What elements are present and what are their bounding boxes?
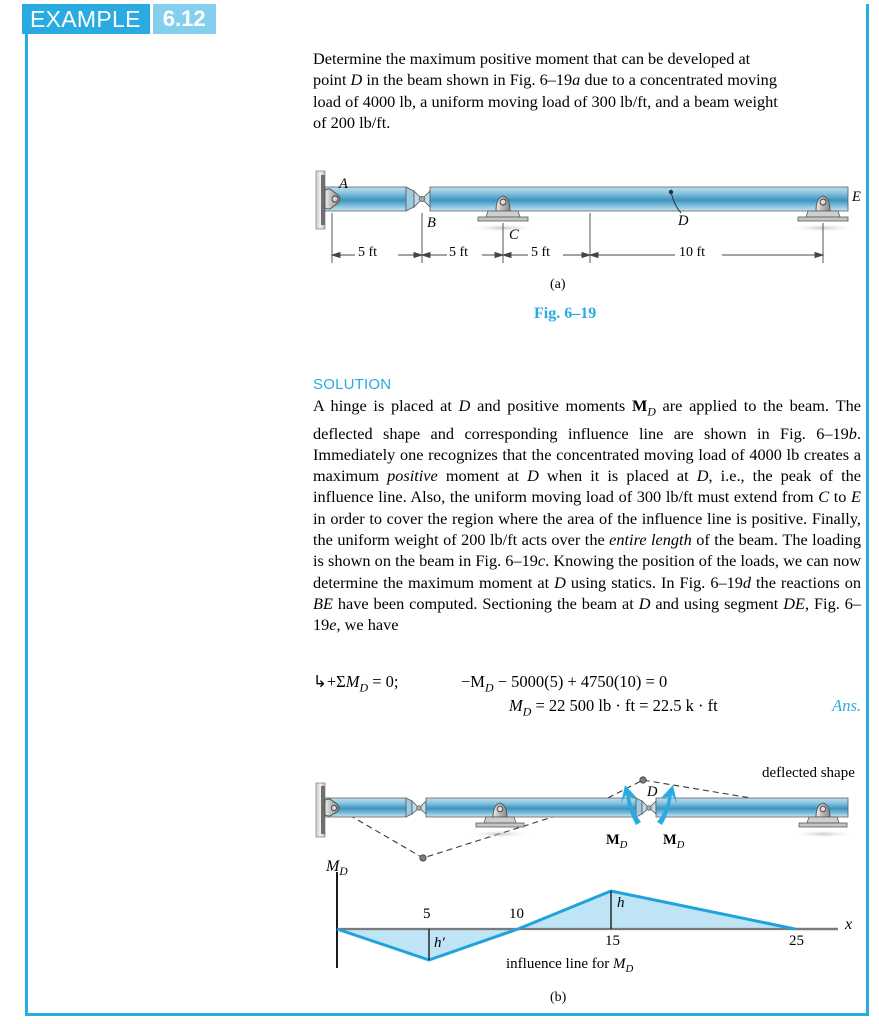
- sum-symbol: ↳+Σ: [313, 672, 346, 691]
- equation-line-2: [313, 696, 861, 722]
- y-axis-subscript: D: [339, 866, 348, 879]
- dimension-line-row: [332, 253, 823, 258]
- dimension-label-2: 5 ft: [449, 245, 469, 260]
- positive-area: [518, 891, 795, 929]
- influence-line-areas: [337, 891, 795, 960]
- problem-line-2-b: in the beam shown in Fig. 6–19: [362, 70, 573, 90]
- problem-line-4: of 200 lb/ft.: [313, 112, 391, 132]
- label-point-d-fig-b: D: [647, 784, 658, 800]
- example-header: [22, 4, 216, 34]
- moment-label-left: [606, 832, 627, 851]
- y-axis-label: [326, 858, 348, 878]
- hinge-b-fig-b: [412, 801, 426, 814]
- answer-label: Ans.: [832, 696, 861, 715]
- tick-label-10: 10: [509, 906, 524, 922]
- equation-block: [313, 672, 861, 722]
- influence-line-caption: [506, 956, 633, 975]
- moment-sum-prefix: [313, 672, 398, 695]
- neg-moment-d: −M: [461, 672, 485, 691]
- deflected-shape-label: deflected shape: [762, 765, 855, 781]
- neg-moment-subscript: D: [484, 680, 494, 695]
- figure-6-19a: [310, 165, 866, 280]
- tick-label-15: 15: [605, 933, 620, 949]
- example-header-number: 6.12: [153, 4, 216, 34]
- moment-symbol: M: [509, 696, 523, 715]
- page-border-right: [866, 4, 869, 1016]
- label-point-c: C: [509, 227, 519, 243]
- problem-line-2-c: due to a concentrated moving: [580, 70, 777, 90]
- equilibrium-terms: − 5000(5) + 4750(10) = 0: [493, 672, 668, 691]
- label-point-e: E: [852, 189, 861, 205]
- moment-result: [509, 696, 718, 719]
- moment-label-right: [663, 832, 684, 851]
- label-point-d: D: [678, 213, 689, 229]
- solution-heading: SOLUTION: [313, 376, 392, 393]
- fig-ref-a-italic: a: [572, 70, 581, 90]
- solution-section: [313, 376, 861, 636]
- dimension-label-4: 10 ft: [679, 245, 706, 260]
- page-border-bottom: [25, 1013, 869, 1016]
- h-prime-label: h′: [434, 935, 445, 951]
- example-header-bar: [176, 4, 866, 34]
- influence-line-chart: [310, 858, 866, 978]
- influence-caption-prefix: influence line for: [506, 956, 614, 972]
- label-point-a: A: [339, 176, 348, 192]
- hinge-d: [642, 801, 656, 814]
- h-label: h: [617, 895, 625, 911]
- beam-segment-be: [430, 187, 848, 211]
- page-border-left: [25, 34, 28, 1016]
- dimension-label-3: 5 ft: [531, 245, 551, 260]
- moment-value: = 22 500 lb · ft = 22.5 k · ft: [531, 696, 718, 715]
- label-point-b: B: [427, 215, 436, 231]
- moment-right-symbol: M: [663, 832, 677, 848]
- negative-area: [337, 929, 518, 960]
- dimension-extension-lines: [332, 213, 823, 263]
- figure-a-caption: (a): [550, 277, 566, 292]
- wall-support-a-b: [316, 783, 325, 837]
- figure-b-caption: (b): [550, 990, 567, 1005]
- influence-caption-symbol: M: [613, 956, 626, 972]
- deflected-shape-line: [332, 780, 823, 858]
- wall-support-a: [316, 171, 325, 229]
- problem-line-1: Determine the maximum positive moment that can be developed at: [313, 49, 751, 68]
- y-axis-symbol: M: [326, 858, 340, 875]
- sum-subscript: D: [359, 680, 369, 695]
- hinge-b: [414, 191, 430, 207]
- influence-caption-subscript: D: [625, 963, 634, 975]
- figure-number: Fig. 6–19: [534, 305, 597, 322]
- point-d-italic: D: [350, 70, 363, 90]
- sum-equals-zero: = 0;: [368, 672, 399, 691]
- moment-left-symbol: M: [606, 832, 620, 848]
- problem-line-3: load of 4000 lb, a uniform moving load of 300 lb/ft, and a beam weight: [313, 91, 778, 111]
- sum-variable: M: [345, 672, 360, 691]
- problem-line-2: [313, 69, 861, 90]
- example-header-word: EXAMPLE: [22, 4, 150, 34]
- moment-right-subscript: D: [676, 839, 685, 851]
- solution-paragraph: A hinge is placed at D and positive moments $M_D$ are applied to the beam. The deflected shape and corresponding influence line are shown in Fig. 6–19b. Immediately one recognizes that the concentrated moving load of 4000 lb creates a maximum positive moment at D when it is placed at D, i.e., the peak of the influence line. Also, the uniform moving load of 300 lb/ft must extend from C to E in order to cover the region where the area of the influence line is positive. Finally, the uniform weight of 200 lb/ft acts over the entire length of the beam. The loading is shown on the beam in Fig. 6–19c. Knowing the position of the loads, we can now determine the maximum moment at D using statics. In Fig. 6–19d the reactions on BE have been computed. Sectioning the beam at D and using segment DE, Fig. 6–19e, we have: [313, 396, 862, 635]
- equilibrium-expression: [461, 672, 667, 695]
- moment-subscript: D: [522, 704, 532, 719]
- tick-label-25: 25: [789, 933, 804, 949]
- beam-segment-bd: [426, 798, 642, 817]
- tick-label-5: 5: [423, 906, 431, 922]
- problem-statement: [313, 48, 861, 133]
- figure-6-19b-deflected: [310, 755, 866, 863]
- moment-left-subscript: D: [619, 839, 628, 851]
- dimension-label-1: 5 ft: [358, 245, 378, 260]
- problem-line-2-a: point: [313, 70, 351, 90]
- x-axis-label: x: [845, 916, 853, 933]
- equation-line-1: [313, 672, 861, 696]
